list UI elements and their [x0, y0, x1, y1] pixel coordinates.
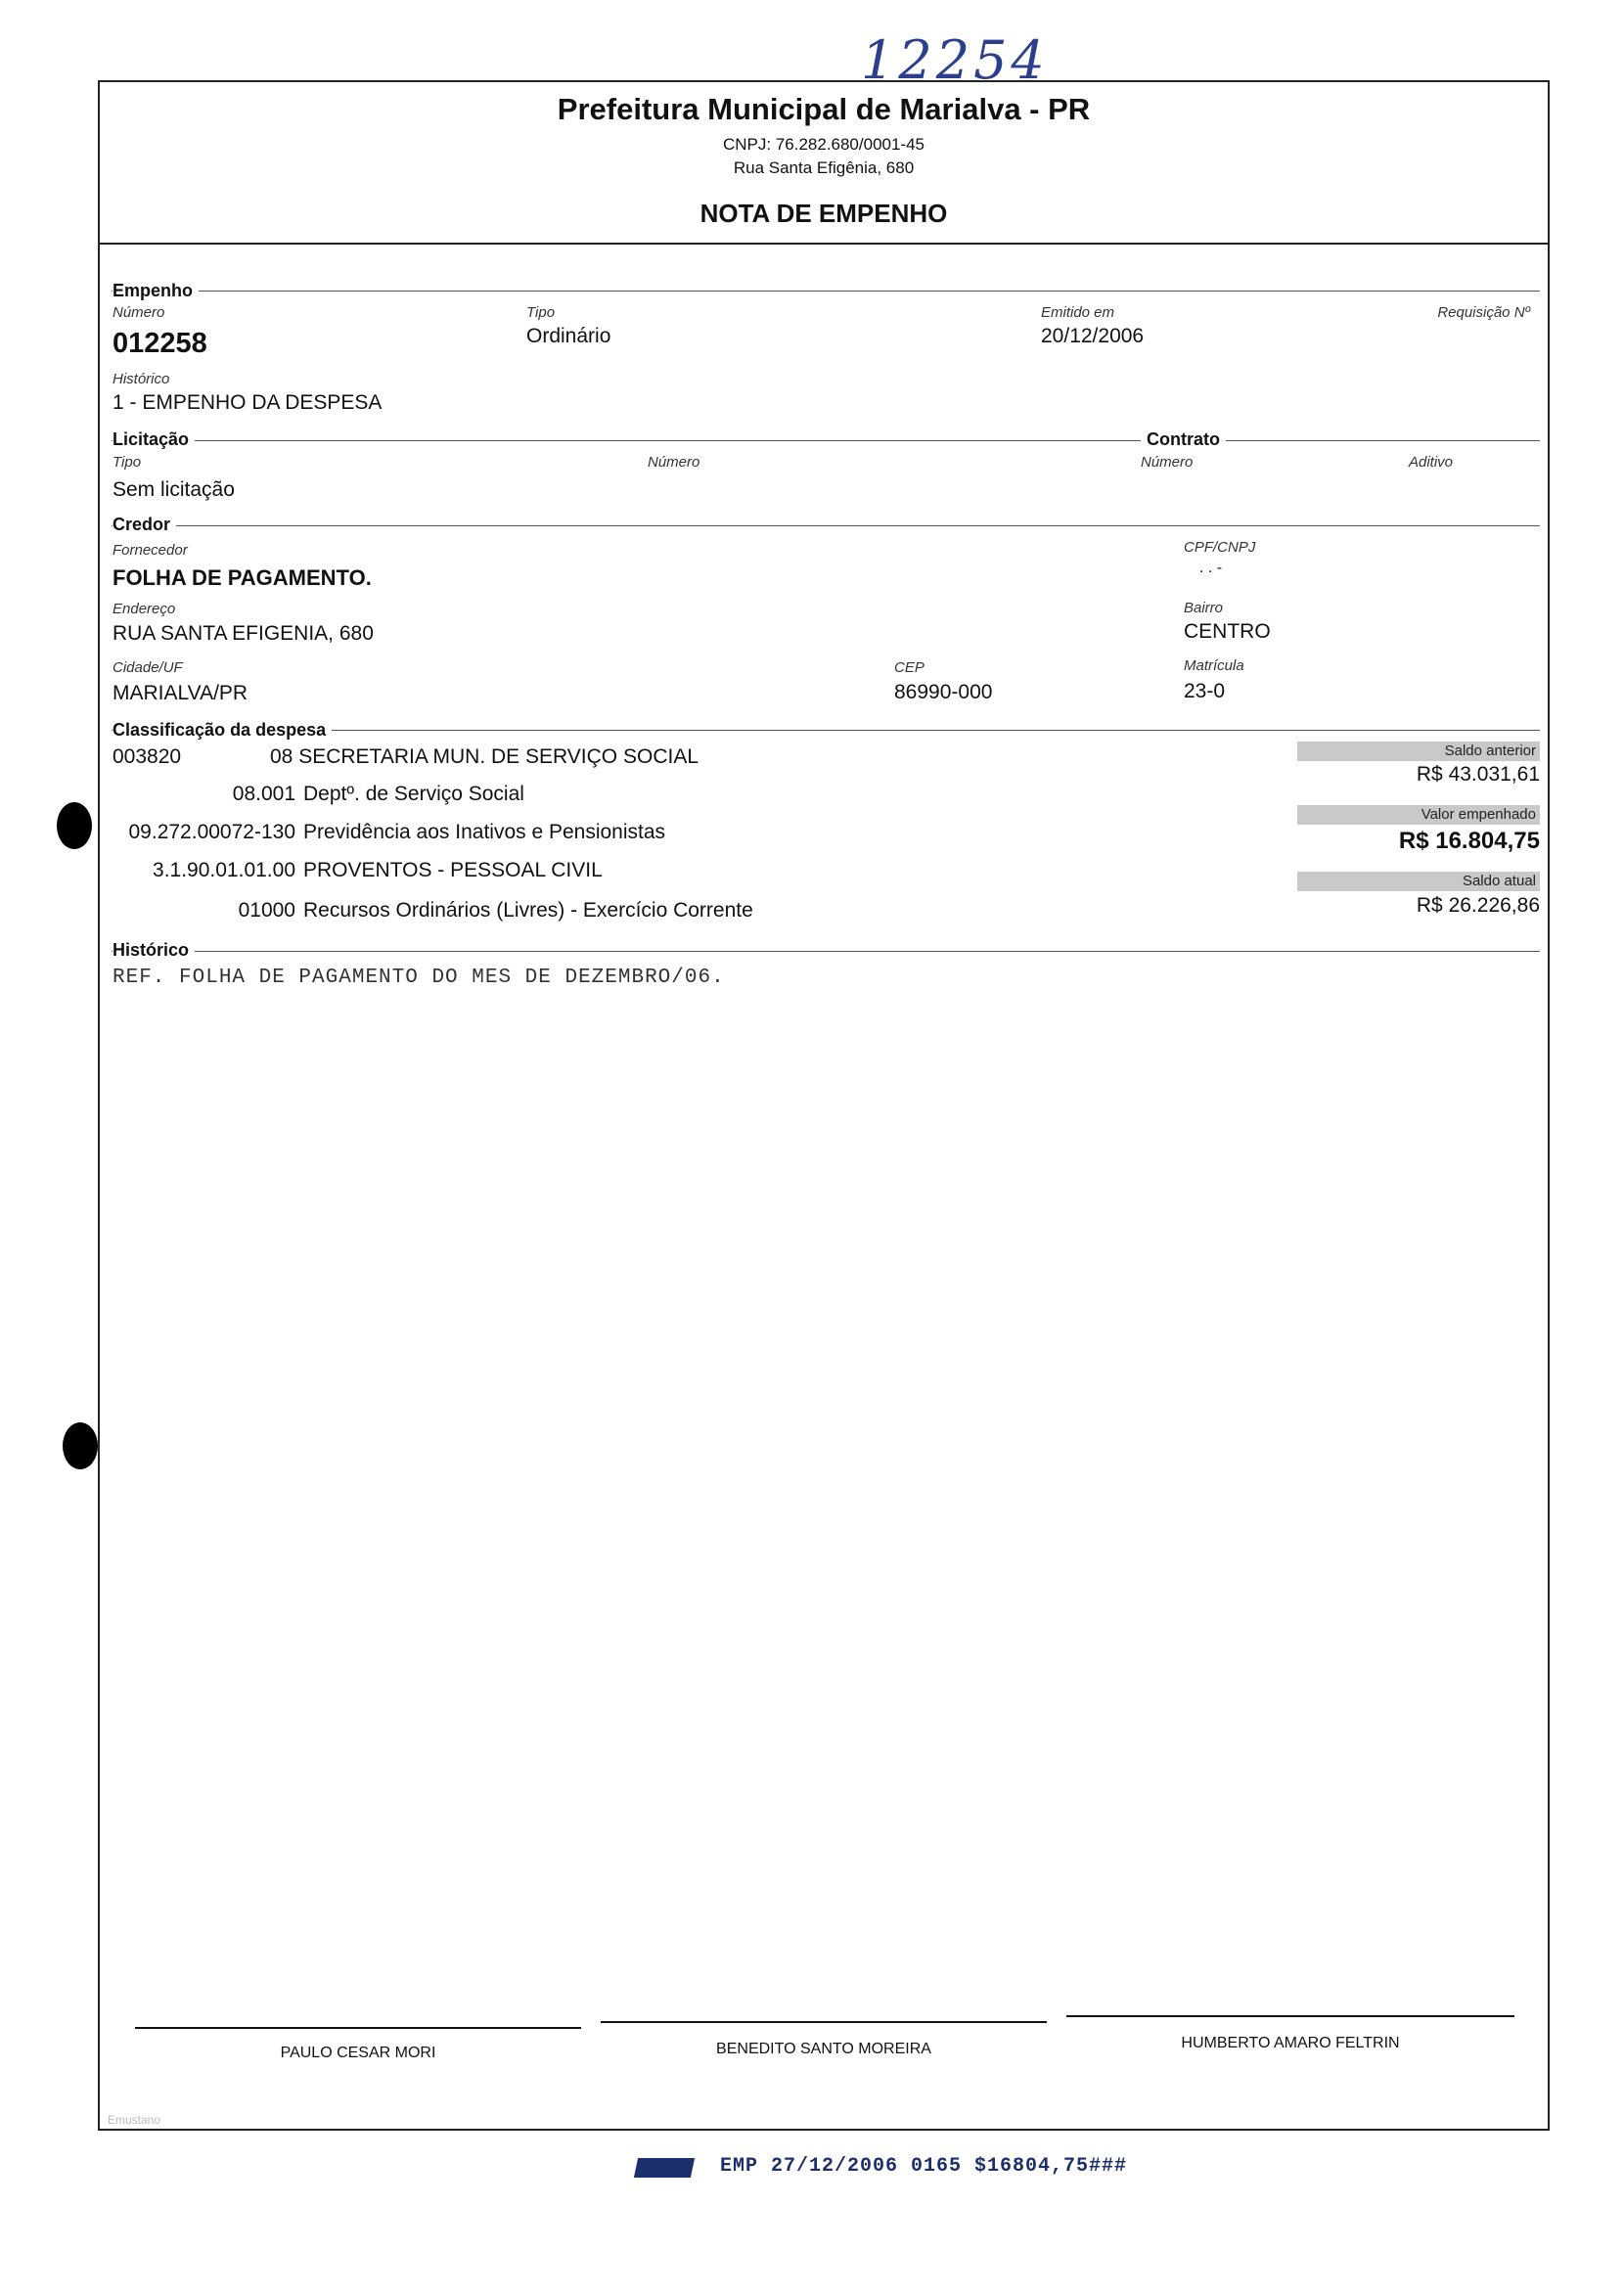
label-fornecedor: Fornecedor — [113, 542, 188, 559]
footer-software-mark: Emustano — [108, 2113, 161, 2127]
class-row-1-text: 08 SECRETARIA MUN. DE SERVIÇO SOCIAL — [270, 745, 699, 768]
label-cpf: CPF/CNPJ — [1184, 539, 1256, 556]
class-row-5-code: 01000 — [238, 899, 295, 922]
class-row-5-text: Recursos Ordinários (Livres) - Exercício Corrente — [303, 899, 753, 922]
header-divider — [98, 243, 1550, 245]
label-tipo: Tipo — [526, 304, 556, 321]
section-credor: Credor — [113, 515, 176, 535]
saldo-anterior: R$ 43.031,61 — [1416, 763, 1540, 786]
credor-cep: 86990-000 — [894, 681, 993, 703]
label-bairro: Bairro — [1184, 600, 1224, 616]
class-row-4-code: 3.1.90.01.01.00 — [153, 859, 295, 881]
section-rule — [112, 951, 1540, 952]
credor-endereco: RUA SANTA EFIGENIA, 680 — [113, 622, 374, 645]
punch-hole-bottom — [63, 1422, 98, 1469]
handwritten-number: 12254 — [861, 29, 1049, 91]
class-row-3-code: 09.272.00072-130 — [128, 821, 295, 843]
credor-cpf: . . - — [1199, 560, 1223, 576]
signature-line-2 — [601, 2021, 1047, 2023]
label-emitido: Emitido em — [1041, 304, 1115, 321]
credor-bairro: CENTRO — [1184, 620, 1271, 643]
credor-matricula: 23-0 — [1184, 680, 1226, 702]
credor-fornecedor: FOLHA DE PAGAMENTO. — [113, 565, 372, 590]
label-numero: Número — [113, 304, 165, 321]
label-historico-empenho: Histórico — [113, 371, 170, 387]
label-requisicao: Requisição Nº — [1437, 304, 1530, 321]
signature-name-1: PAULO CESAR MORI — [280, 2045, 436, 2061]
label-endereco: Endereço — [113, 601, 176, 617]
empenho-number: 012258 — [113, 328, 207, 359]
cnpj-line: CNPJ: 76.282.680/0001-45 — [722, 135, 925, 154]
bank-logo — [634, 2158, 695, 2178]
historico-text: REF. FOLHA DE PAGAMENTO DO MES DE DEZEMBRO/06. — [113, 967, 725, 989]
section-rule — [112, 440, 1540, 441]
label-licitacao-tipo: Tipo — [113, 454, 142, 471]
section-rule — [112, 291, 1540, 292]
class-row-4-text: PROVENTOS - PESSOAL CIVIL — [303, 859, 603, 881]
label-licitacao-numero: Número — [648, 454, 700, 471]
licitacao-tipo: Sem licitação — [113, 478, 235, 501]
document-frame — [98, 80, 1550, 2131]
class-row-2-code: 08.001 — [232, 783, 295, 805]
class-row-3-text: Previdência aos Inativos e Pensionistas — [303, 821, 666, 843]
label-saldo-atual: Saldo atual — [1297, 872, 1540, 891]
payment-stamp: EMP 27/12/2006 0165 $16804,75### — [720, 2155, 1128, 2178]
signature-name-2: BENEDITO SANTO MOREIRA — [716, 2041, 931, 2057]
municipality-title: Prefeitura Municipal de Marialva - PR — [557, 92, 1091, 126]
signature-name-3: HUMBERTO AMARO FELTRIN — [1181, 2035, 1400, 2051]
label-matricula: Matrícula — [1184, 657, 1244, 674]
section-rule — [112, 525, 1540, 526]
punch-hole-top — [57, 802, 92, 849]
signature-line-1 — [135, 2027, 581, 2029]
empenho-emitido: 20/12/2006 — [1041, 325, 1145, 347]
valor-empenhado: R$ 16.804,75 — [1398, 828, 1540, 854]
section-classificacao: Classificação da despesa — [113, 720, 332, 741]
empenho-historico: 1 - EMPENHO DA DESPESA — [113, 391, 383, 414]
document-title: NOTA DE EMPENHO — [699, 199, 948, 228]
label-saldo-anterior: Saldo anterior — [1297, 742, 1540, 761]
saldo-atual: R$ 26.226,86 — [1416, 894, 1540, 917]
section-contrato: Contrato — [1141, 429, 1226, 450]
signature-line-3 — [1066, 2015, 1514, 2017]
label-valor-empenhado: Valor empenhado — [1297, 805, 1540, 825]
label-contrato-aditivo: Aditivo — [1409, 454, 1454, 471]
class-row-2-text: Deptº. de Serviço Social — [303, 783, 524, 805]
credor-cidade: MARIALVA/PR — [113, 682, 248, 704]
section-historico: Histórico — [113, 940, 195, 961]
label-cidade: Cidade/UF — [113, 659, 183, 676]
address-line: Rua Santa Efigênia, 680 — [733, 158, 915, 177]
section-licitacao: Licitação — [113, 429, 195, 450]
label-cep: CEP — [894, 659, 925, 676]
section-empenho: Empenho — [113, 281, 199, 301]
label-contrato-numero: Número — [1141, 454, 1194, 471]
empenho-tipo: Ordinário — [526, 325, 611, 347]
class-row-1-code: 003820 — [113, 745, 182, 768]
